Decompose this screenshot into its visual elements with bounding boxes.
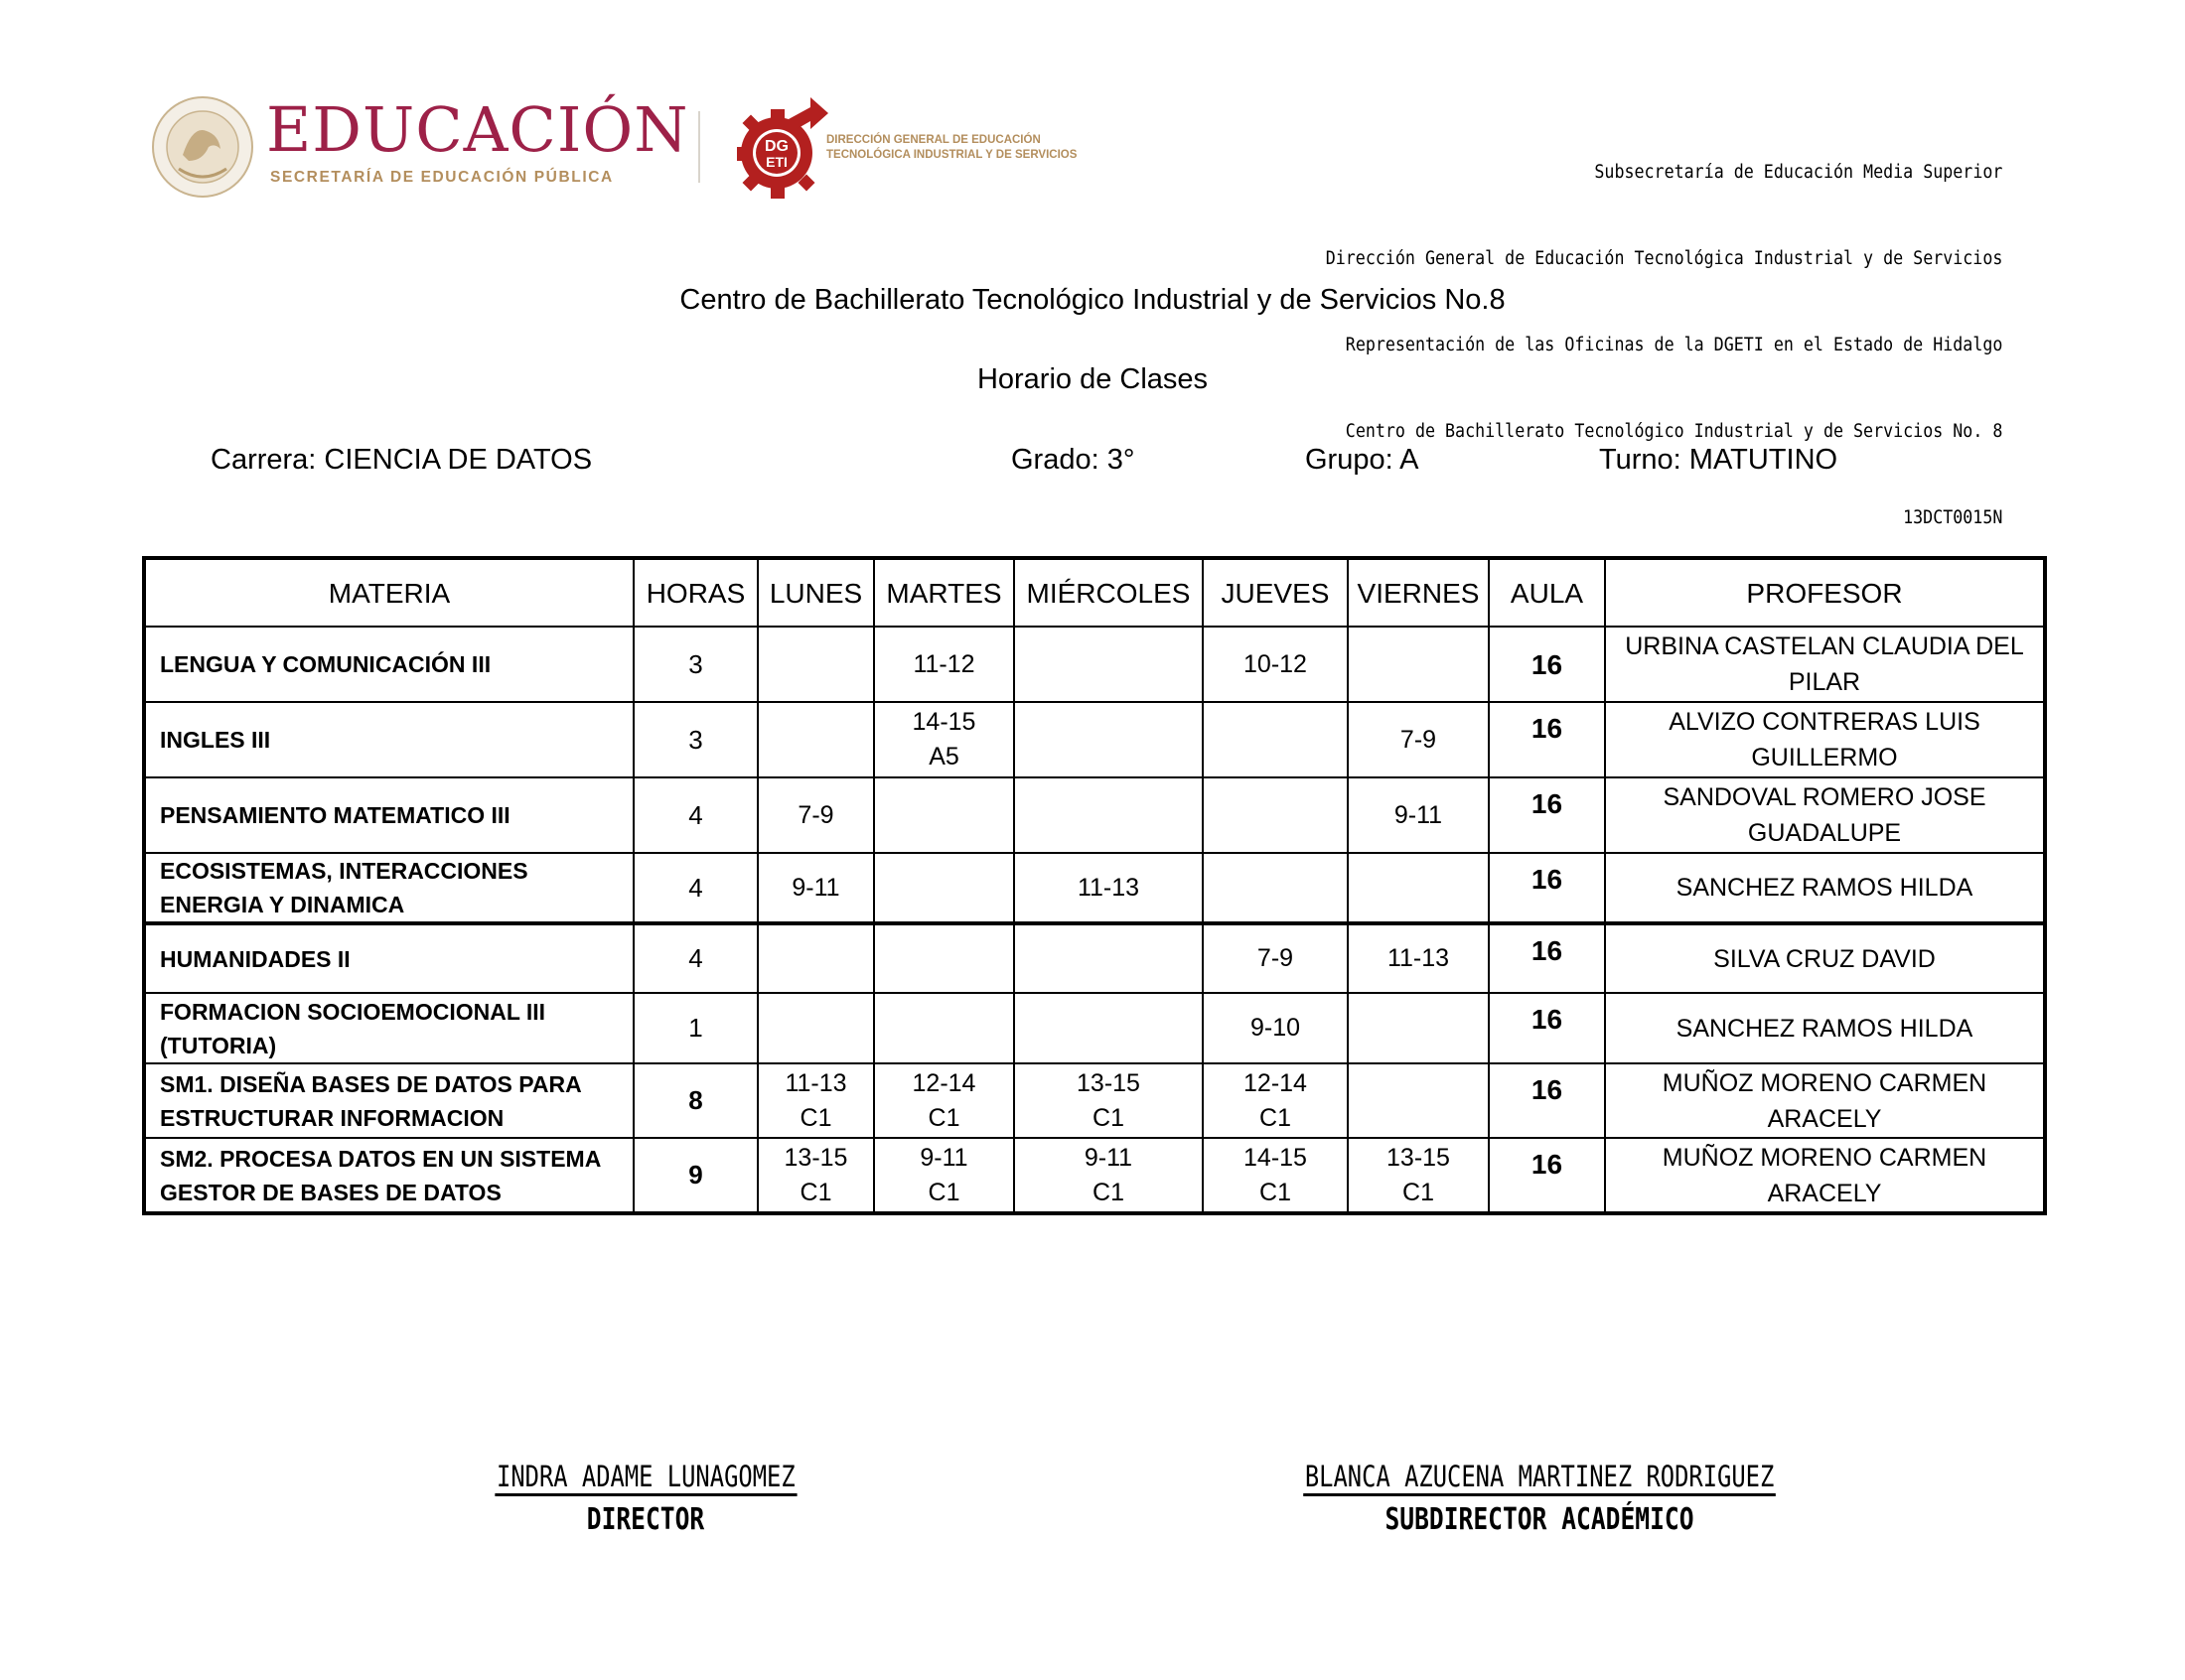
aula-cell: 16 — [1489, 923, 1605, 993]
column-header-miercoles: MIÉRCOLES — [1014, 558, 1203, 627]
dgeti-gear-logo — [737, 95, 828, 201]
day-cell-miercoles — [1014, 993, 1203, 1063]
day-cell-jueves — [1203, 993, 1348, 1063]
time-slot: 11-13 — [785, 1068, 847, 1097]
day-cell-lunes — [758, 1138, 874, 1213]
table-row — [144, 1063, 2045, 1138]
materia-cell — [144, 1063, 634, 1138]
aula-cell: 16 — [1489, 993, 1605, 1063]
day-cell-martes — [874, 1138, 1014, 1213]
day-cell-miercoles — [1014, 1138, 1203, 1213]
column-header-lunes: LUNES — [758, 558, 874, 627]
column-header-horas: HORAS — [634, 558, 758, 627]
day-cell-lunes — [758, 853, 874, 923]
document-title: Horario de Clases — [976, 363, 1209, 395]
column-header-viernes: VIERNES — [1348, 558, 1489, 627]
day-cell-jueves — [1203, 853, 1348, 923]
dgeti-logo-line-2: TECNOLÓGICA INDUSTRIAL Y DE SERVICIOS — [826, 149, 1078, 161]
time-slot: 11-12 — [913, 649, 975, 678]
time-slot: 13-15 — [784, 1143, 848, 1172]
institution-line-3: Representación de las Oficinas de la DGETI en el Estado de Hidalgo — [1345, 335, 2002, 355]
day-cell-lunes — [758, 1063, 874, 1138]
profesor-name: URBINA CASTELAN CLAUDIA DEL — [1625, 632, 2024, 660]
day-cell-viernes — [1348, 923, 1489, 993]
materia-text: ENERGIA Y DINAMICA — [160, 892, 405, 917]
day-cell-jueves — [1203, 777, 1348, 853]
institution-line-1: Subsecretaría de Educación Media Superior — [1594, 162, 2002, 183]
day-cell-miercoles — [1014, 923, 1203, 993]
profesor-cell — [1605, 777, 2045, 853]
school-title: Centro de Bachillerato Tecnológico Industrial y de Servicios No.8 — [679, 284, 1506, 316]
time-slot: 9-11 — [1084, 1143, 1133, 1172]
day-cell-miercoles — [1014, 777, 1203, 853]
signature-role: SUBDIRECTOR ACADÉMICO — [1384, 1502, 1694, 1537]
institution-line-2: Dirección General de Educación Tecnológica Industrial y de Servicios — [1325, 248, 2002, 269]
time-slot: 11-13 — [1386, 944, 1450, 972]
time-slot: C1 — [1259, 1103, 1291, 1132]
column-header-jueves: JUEVES — [1203, 558, 1348, 627]
time-slot: 9-11 — [792, 873, 840, 902]
column-header-aula: AULA — [1489, 558, 1605, 627]
day-cell-martes — [874, 923, 1014, 993]
profesor-name: SANCHEZ RAMOS HILDA — [1675, 1014, 1973, 1043]
logo-divider — [698, 111, 700, 183]
time-slot: A5 — [929, 743, 959, 770]
profesor-cell — [1605, 853, 2045, 923]
signature-name: BLANCA AZUCENA MARTINEZ RODRIGUEZ — [1303, 1460, 1776, 1496]
time-slot: 9-11 — [1393, 800, 1443, 829]
aula-cell: 16 — [1489, 627, 1605, 702]
day-cell-jueves — [1203, 627, 1348, 702]
schedule-body — [144, 627, 2045, 1213]
horas-cell: 4 — [634, 923, 758, 993]
materia-text: (TUTORIA) — [160, 1032, 277, 1058]
turno-label: Turno: MATUTINO — [1599, 444, 1838, 476]
materia-text: SM2. PROCESA DATOS EN UN SISTEMA — [160, 1145, 602, 1172]
day-cell-jueves — [1203, 923, 1348, 993]
signature-director — [397, 1460, 894, 1540]
time-slot: C1 — [1092, 1178, 1124, 1206]
time-slot: 7-9 — [1399, 725, 1437, 754]
aula-cell: 16 — [1489, 777, 1605, 853]
horas-cell: 8 — [634, 1063, 758, 1138]
profesor-cell — [1605, 923, 2045, 993]
signature-name: INDRA ADAME LUNAGOMEZ — [495, 1460, 797, 1496]
time-slot: 7-9 — [798, 800, 834, 829]
profesor-cell — [1605, 702, 2045, 777]
table-row — [144, 627, 2045, 702]
eagle-seal-icon — [149, 95, 256, 199]
dgeti-logo-text — [826, 133, 1077, 163]
time-slot: C1 — [1402, 1178, 1434, 1206]
profesor-name: SANDOVAL ROMERO JOSE — [1663, 783, 1986, 811]
materia-cell — [144, 1138, 634, 1213]
time-slot: 14-15 — [1243, 1143, 1307, 1172]
time-slot: C1 — [800, 1103, 832, 1132]
time-slot: 13-15 — [1386, 1143, 1450, 1172]
institution-line-4: Centro de Bachillerato Tecnológico Industrial y de Servicios No. 8 — [1345, 421, 2002, 442]
day-cell-lunes — [758, 627, 874, 702]
dgeti-badge-top: DG — [765, 138, 789, 155]
materia-text: INGLES III — [160, 727, 271, 753]
day-cell-lunes — [758, 923, 874, 993]
time-slot: 9-10 — [1249, 1014, 1301, 1042]
time-slot: C1 — [928, 1103, 960, 1132]
sep-logo-subtitle: SECRETARÍA DE EDUCACIÓN PÚBLICA — [270, 169, 614, 186]
time-slot: 14-15 — [912, 708, 976, 736]
table-row — [144, 993, 2045, 1063]
time-slot: 12-14 — [912, 1068, 976, 1097]
day-cell-viernes — [1348, 777, 1489, 853]
materia-cell — [144, 993, 634, 1063]
day-cell-miercoles — [1014, 853, 1203, 923]
day-cell-martes — [874, 627, 1014, 702]
materia-cell — [144, 853, 634, 923]
profesor-cell — [1605, 627, 2045, 702]
materia-text: GESTOR DE BASES DE DATOS — [160, 1179, 502, 1205]
column-header-martes: MARTES — [874, 558, 1014, 627]
table-row — [144, 1138, 2045, 1213]
profesor-name: PILAR — [1788, 668, 1861, 696]
day-cell-viernes — [1348, 1138, 1489, 1213]
table-row — [144, 853, 2045, 923]
time-slot: 10-12 — [1243, 649, 1307, 678]
time-slot: C1 — [1259, 1178, 1291, 1206]
horas-cell: 1 — [634, 993, 758, 1063]
day-cell-viernes — [1348, 627, 1489, 702]
column-header-materia: MATERIA — [144, 558, 634, 627]
table-header-row — [144, 558, 2045, 627]
profesor-name: SILVA CRUZ DAVID — [1713, 944, 1936, 973]
grado-label: Grado: 3° — [1011, 444, 1135, 476]
institution-header — [1250, 100, 2002, 561]
dgeti-logo-line-1: DIRECCIÓN GENERAL DE EDUCACIÓN — [826, 134, 1041, 146]
dgeti-badge-bottom: ETI — [766, 154, 788, 170]
day-cell-miercoles — [1014, 627, 1203, 702]
day-cell-viernes — [1348, 993, 1489, 1063]
aula-cell: 16 — [1489, 853, 1605, 923]
day-cell-viernes — [1348, 853, 1489, 923]
profesor-name: MUÑOZ MORENO CARMEN — [1662, 1143, 1987, 1172]
profesor-cell — [1605, 1063, 2045, 1138]
signature-subdirector — [1192, 1460, 1887, 1540]
horas-cell: 4 — [634, 853, 758, 923]
profesor-name: SANCHEZ RAMOS HILDA — [1675, 874, 1973, 902]
materia-cell — [144, 702, 634, 777]
profesor-cell — [1605, 1138, 2045, 1213]
time-slot: C1 — [928, 1178, 960, 1206]
day-cell-martes — [874, 1063, 1014, 1138]
time-slot: C1 — [1092, 1103, 1124, 1132]
day-cell-jueves — [1203, 1063, 1348, 1138]
day-cell-lunes — [758, 777, 874, 853]
day-cell-lunes — [758, 702, 874, 777]
aula-cell: 16 — [1489, 702, 1605, 777]
day-cell-viernes — [1348, 1063, 1489, 1138]
materia-text: ESTRUCTURAR INFORMACION — [160, 1104, 505, 1131]
profesor-cell — [1605, 993, 2045, 1063]
time-slot: 11-13 — [1077, 873, 1140, 902]
aula-cell: 16 — [1489, 1138, 1605, 1213]
profesor-name: MUÑOZ MORENO CARMEN — [1662, 1068, 1987, 1097]
time-slot: 12-14 — [1243, 1068, 1307, 1097]
grupo-label: Grupo: A — [1305, 444, 1419, 476]
signature-role: DIRECTOR — [586, 1502, 705, 1537]
horas-cell: 4 — [634, 777, 758, 853]
day-cell-jueves — [1203, 1138, 1348, 1213]
schedule-table — [142, 556, 2047, 1215]
materia-cell — [144, 627, 634, 702]
mexico-seal-logo — [149, 95, 256, 199]
table-row — [144, 702, 2045, 777]
time-slot: 13-15 — [1077, 1068, 1140, 1097]
time-slot: 9-11 — [920, 1143, 968, 1172]
profesor-name: ARACELY — [1767, 1104, 1882, 1133]
day-cell-martes — [874, 702, 1014, 777]
materia-text: PENSAMIENTO MATEMATICO III — [160, 802, 510, 828]
sep-logo-title: EDUCACIÓN — [266, 93, 689, 166]
materia-text: LENGUA Y COMUNICACIÓN III — [160, 651, 492, 677]
time-slot: C1 — [800, 1178, 832, 1206]
day-cell-miercoles — [1014, 1063, 1203, 1138]
table-row — [144, 777, 2045, 853]
horas-cell: 9 — [634, 1138, 758, 1213]
profesor-name: ARACELY — [1767, 1179, 1882, 1207]
carrera-label: Carrera: CIENCIA DE DATOS — [211, 444, 593, 476]
materia-text: FORMACION SOCIOEMOCIONAL III — [160, 998, 546, 1025]
day-cell-viernes — [1348, 702, 1489, 777]
profesor-name: ALVIZO CONTRERAS LUIS — [1669, 708, 1980, 736]
column-header-profesor: PROFESOR — [1605, 558, 2045, 627]
materia-cell — [144, 777, 634, 853]
aula-cell: 16 — [1489, 1063, 1605, 1138]
materia-text: ECOSISTEMAS, INTERACCIONES — [160, 858, 528, 884]
day-cell-martes — [874, 777, 1014, 853]
day-cell-miercoles — [1014, 702, 1203, 777]
day-cell-lunes — [758, 993, 874, 1063]
profesor-name: GUILLERMO — [1751, 744, 1898, 771]
materia-text: HUMANIDADES II — [160, 945, 351, 972]
materia-text: SM1. DISEÑA BASES DE DATOS PARA — [160, 1070, 582, 1097]
day-cell-jueves — [1203, 702, 1348, 777]
horas-cell: 3 — [634, 627, 758, 702]
gear-icon — [737, 95, 828, 201]
materia-cell — [144, 923, 634, 993]
day-cell-martes — [874, 993, 1014, 1063]
institution-cct: 13DCT0015N — [1902, 507, 2002, 528]
horas-cell: 3 — [634, 702, 758, 777]
day-cell-martes — [874, 853, 1014, 923]
time-slot: 7-9 — [1256, 944, 1294, 972]
table-row — [144, 923, 2045, 993]
profesor-name: GUADALUPE — [1747, 819, 1902, 847]
